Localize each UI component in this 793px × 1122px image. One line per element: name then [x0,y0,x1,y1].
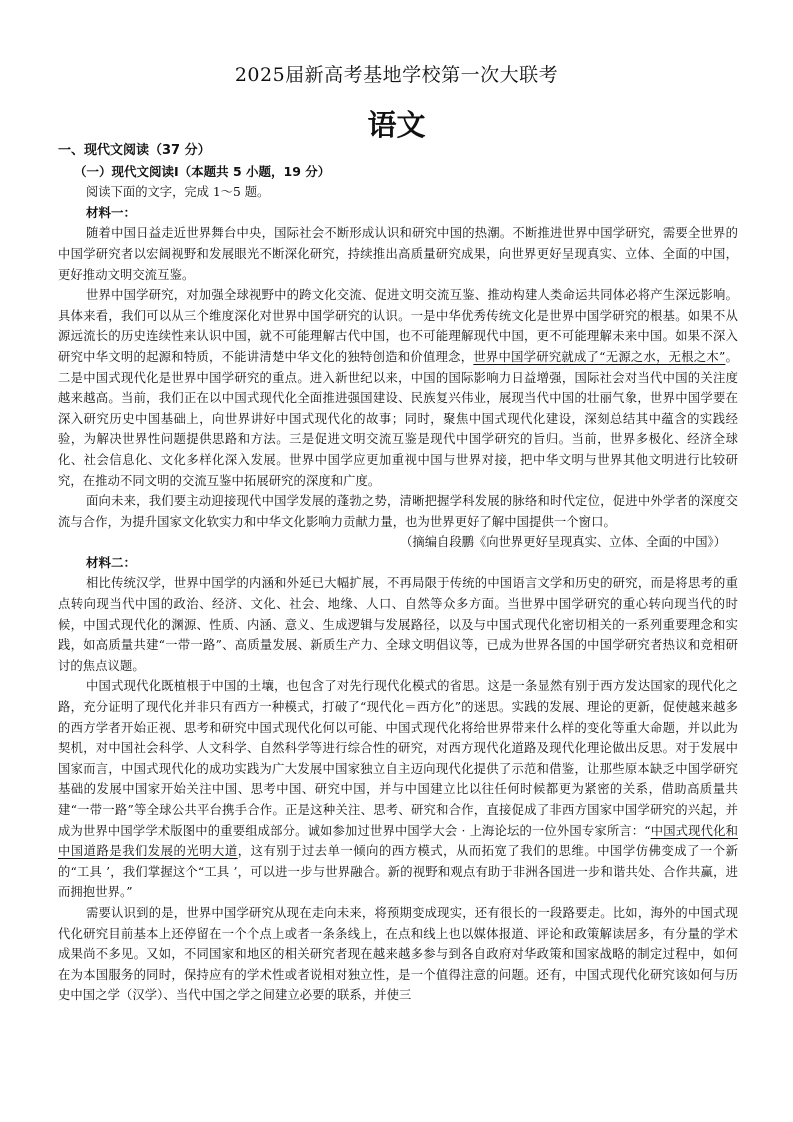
material-one-paragraph-3: 面向未来，我们要主动迎接现代中国学发展的蓬勃之势，清晰把握学科发展的脉络和时代定位，促进中外学者的深度交流与合作，为提升国家文化软实力和中华文化影响力贡献力量，也为世界更好了解中国提供一个窗口。 [58,494,738,529]
paragraph-text: ，这有别于过去单一倾向的西方模式，从而拓宽了我们的思维。中国学仿佛变成了一个新的“工具 ’，我们掌握这个“工具 ’，可以进一步与世界融合。新的视野和观点有助于非洲各国进一步和谐共处、合作共赢，进而拥抱世界。” [58,844,739,900]
material-one-label: 材料一： [86,204,137,220]
paragraph-text: 。二是中国式现代化是世界中国学研究的重点。进入新世纪以来，中国的国际影响力日益增强，国际社会对当代中国的关注度越来越高。当前，我们正在以中国式现代化全面推进强国建设、民族复兴伟业，展现当代中国的壮丽气象，世界中国学要在深入研究历史中国基础上，向世界讲好中国式现代化的故事；同时，聚焦中国式现代化建设，深刻总结其中蕴含的实践经验，为解决世界性问题提供思路和方法。三是促进文明交流互鉴是现代中国学研究的旨归。当前，世界多极化、经济全球化、社会信息化、文化多样化深入发展。世界中国学应更加重视中国与世界对接，把中华文明与世界其他文明进行比较研究，在推动不同文明的交流互鉴中拓展研究的深度和广度。 [58,349,738,488]
sub-heading: （一）现代文阅读Ⅰ（本题共 5 小题，19 分） [74,163,331,179]
instruction-text: 阅读下面的文字，完成 1～5 题。 [86,185,270,200]
section-heading: 一、现代文阅读（37 分） [58,143,211,158]
material-one-paragraph-1: 随着中国日益走近世界舞台中央，国际社会不断形成认识和研究中国的热潮。不断推进世界中国学研究，需要全世界的中国学研究者以宏阔视野和发展眼光不断深化研究，持续推出高质量研究成果，向世界更好呈现真实、立体、全面的中国，更好推动文明交流互鉴。 [58,226,738,282]
material-two-paragraph-1: 相比传统汉学，世界中国学的内涵和外延已大幅扩展，不再局限于传统的中国语言文学和历史的研究，而是将思考的重点转向现当代中国的政治、经济、文化、社会、地缘、人口、自然等众多方面。当世界中国学研究的重心转向现当代的时候，中国式现代化的渊源、性质、内涵、意义、生成逻辑与发展路径，以及与中国式现代化密切相关的一系列重要理念和实践，如高质量共建“一带一路”、高质量发展、新质生产力、全球文明倡议等，已成为世界各国的中国学研究者热议和竞相研讨的焦点议题。 [58,576,738,673]
reading-section [58,141,738,1006]
material-two-paragraph-3: 需要认识到的是，世界中国学研究从现在走向未来，将预期变成现实，还有很长的一段路要走。比如，海外的中国式现代化研究目前基本上还停留在一个个点上或者一条条线上，在点和线上也以媒体报道、评论和政策解读居多，有分量的学术成果尚不多见。又如，不同国家和地区的相关研究者现在越来越多参与到各自政府对华政策和国家战略的制定过程中，如何在为本国服务的同时，保持应有的学术性或者说相对独立性，是一个值得注意的问题。还有，中国式现代化研究该如何与历史中国之学（汉学）、当代中国之学之间建立必要的联系，并使三 [58,905,738,1003]
exam-title: 2025届新高考基地学校第一次大联考 [234,64,559,86]
material-two-paragraph-2 [58,676,738,903]
material-one-source: （摘编自段鹏《向世界更好呈现真实、立体、全面的中国》） [400,535,726,550]
subject-title: 语文 [367,108,426,142]
underlined-sentence: 中国式现代化和中国道路是我们发展的光明大道 [58,823,738,859]
material-one-paragraph-2 [58,285,738,491]
material-two-label: 材料二： [86,554,137,570]
underlined-sentence: 世界中国学研究就成了“无源之水，无根之木” [473,349,726,364]
paragraph-text: 中国式现代化既植根于中国的土壤，也包含了对先行现代化模式的省思。这是一条显然有别于西方发达国家的现代化之路，充分证明了现代化并非只有西方一种模式，打破了“现代化＝西方化”的迷思。实践的发展、理论的更新，促使越来越多的西方学者开始正视、思考和研究中国式现代化何以可能、中国式现代化将给世界带来什么样的变化等重大命题，并以此为契机，对中国社会科学、人文科学、自然科学等进行综合性的研究，对西方现代化道路及现代化理论做出反思。对于发展中国家而言，中国式现代化的成功实践为广大发展中国家独立自主迈向现代化提供了示范和借鉴，让那些原本缺乏中国学研究基础的发展中国家开始关注中国、思考中国、研究中国，并与中国建立比以往任何时候都更为紧密的关系，借助高质量共建“一带一路”等全球公共平台携手合作。正是这种关注、思考、研究和合作，直接促成了非西方国家中国学研究的兴起，并成为世界中国学学术版图中的重要组成部分。诚如参加过世界中国学大会 · 上海论坛的一位外国专家所言：“ [58,679,738,838]
paragraph-text: 世界中国学研究，对加强全球视野中的跨文化交流、促进文明交流互鉴、推动构建人类命运共同体必将产生深远影响。具体来看，我们可以从三个维度深化对世界中国学研究的认识。一是中华优秀传统文化是世界中国学研究的根基。如果不从源远流长的历史连续性来认识中国，就不可能理解古代中国，也不可能理解现代中国，更不可能理解未来中国。如果不深入研究中华文明的起源和特质，不能讲清楚中华文化的独特创造和价值理念， [58,288,738,364]
